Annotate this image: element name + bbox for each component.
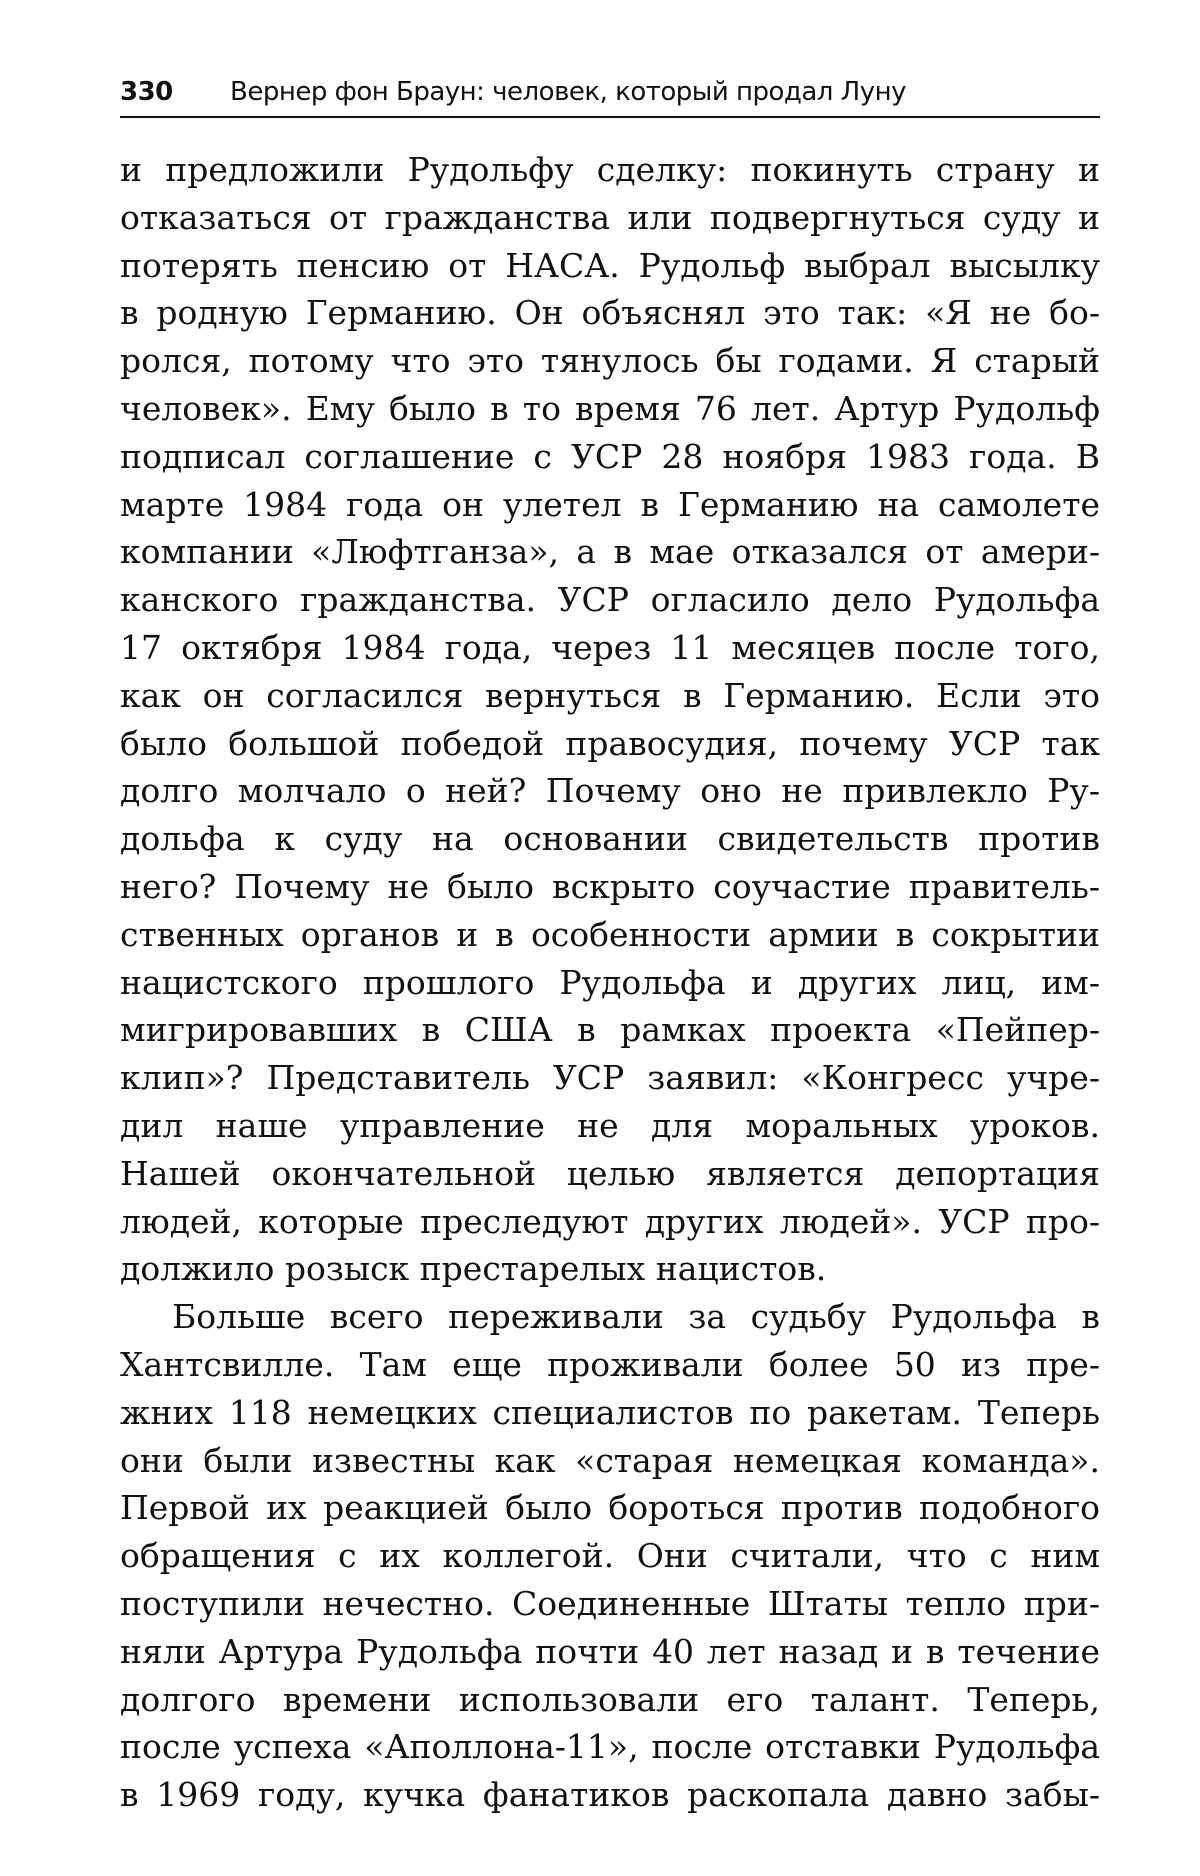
text-line: мигрировавших в США в рамках проекта «Пейпер-: [120, 1010, 1100, 1050]
text-line: Хантсвилле. Там еще проживали более 50 из пре-: [120, 1344, 1100, 1384]
text-line: в родную Германию. Он объяснял это так: «Я не бо-: [120, 293, 1100, 333]
text-line: как он согласился вернуться в Германию. Если это: [120, 675, 1100, 715]
text-line: дил наше управление не для моральных уроков.: [120, 1105, 1100, 1145]
text-line: людей, которые преследуют других людей». УСР про-: [120, 1201, 1100, 1241]
text-line: него? Почему не было вскрыто соучастие правитель-: [120, 866, 1100, 906]
text-line: Нашей окончательной целью является депортация: [120, 1153, 1100, 1193]
text-line: они были известны как «старая немецкая команда».: [120, 1440, 1100, 1480]
text-line: ственных органов и в особенности армии в сокрытии: [120, 914, 1100, 954]
paragraph: [120, 1293, 1100, 1819]
text-line: 17 октября 1984 года, через 11 месяцев после того,: [120, 627, 1100, 667]
text-line: обращения с их коллегой. Они считали, что с ним: [120, 1536, 1100, 1576]
text-line: долго молчало о ней? Почему оно не привлекло Ру-: [120, 771, 1100, 811]
text-line: Больше всего переживали за судьбу Рудольфа в: [172, 1297, 1100, 1337]
text-line: нацистского прошлого Рудольфа и других лиц, им-: [120, 962, 1100, 1002]
text-line: марте 1984 года он улетел в Германию на самолете: [120, 484, 1100, 524]
text-line: потерять пенсию от НАСА. Рудольф выбрал высылку: [120, 245, 1100, 285]
text-line: человек». Ему было в то время 76 лет. Артур Рудольф: [120, 388, 1100, 428]
text-line: было большой победой правосудия, почему УСР так: [120, 723, 1100, 763]
text-line: канского гражданства. УСР огласило дело Рудольфа: [120, 580, 1100, 620]
header-divider: [120, 116, 1100, 118]
paragraph: [120, 146, 1100, 1293]
text-line: жних 118 немецких специалистов по ракетам. Теперь: [120, 1392, 1100, 1432]
text-line: ролся, потому что это тянулось бы годами. Я старый: [120, 341, 1100, 381]
text-line: компании «Люфтганза», а в мае отказался от амери-: [120, 532, 1100, 572]
page-header: [120, 72, 1100, 112]
page-number: 330: [120, 77, 173, 107]
body-text: [120, 146, 1100, 1819]
text-line: долгого времени использовали его талант. Теперь,: [120, 1679, 1100, 1719]
text-line: клип»? Представитель УСР заявил: «Конгресс учре-: [120, 1058, 1100, 1098]
running-title: Вернер фон Браун: человек, который продал Луну: [230, 77, 907, 107]
text-line: дольфа к суду на основании свидетельств против: [120, 819, 1100, 859]
text-line: должило розыск престарелых нацистов.: [120, 1249, 827, 1289]
text-line: после успеха «Аполлона-11», после отставки Рудольфа: [120, 1727, 1100, 1767]
text-line: подписал соглашение с УСР 28 ноября 1983 года. В: [120, 436, 1100, 476]
text-line: поступили нечестно. Соединенные Штаты тепло при-: [120, 1583, 1100, 1623]
text-line: и предложили Рудольфу сделку: покинуть страну и: [120, 150, 1100, 189]
text-line: няли Артура Рудольфа почти 40 лет назад и в течение: [120, 1631, 1100, 1671]
text-line: в 1969 году, кучка фанатиков раскопала давно забы-: [120, 1775, 1100, 1815]
book-page: [120, 72, 1100, 1819]
text-line: Первой их реакцией было бороться против подобного: [120, 1488, 1100, 1528]
text-line: отказаться от гражданства или подвергнуться суду и: [120, 197, 1100, 237]
